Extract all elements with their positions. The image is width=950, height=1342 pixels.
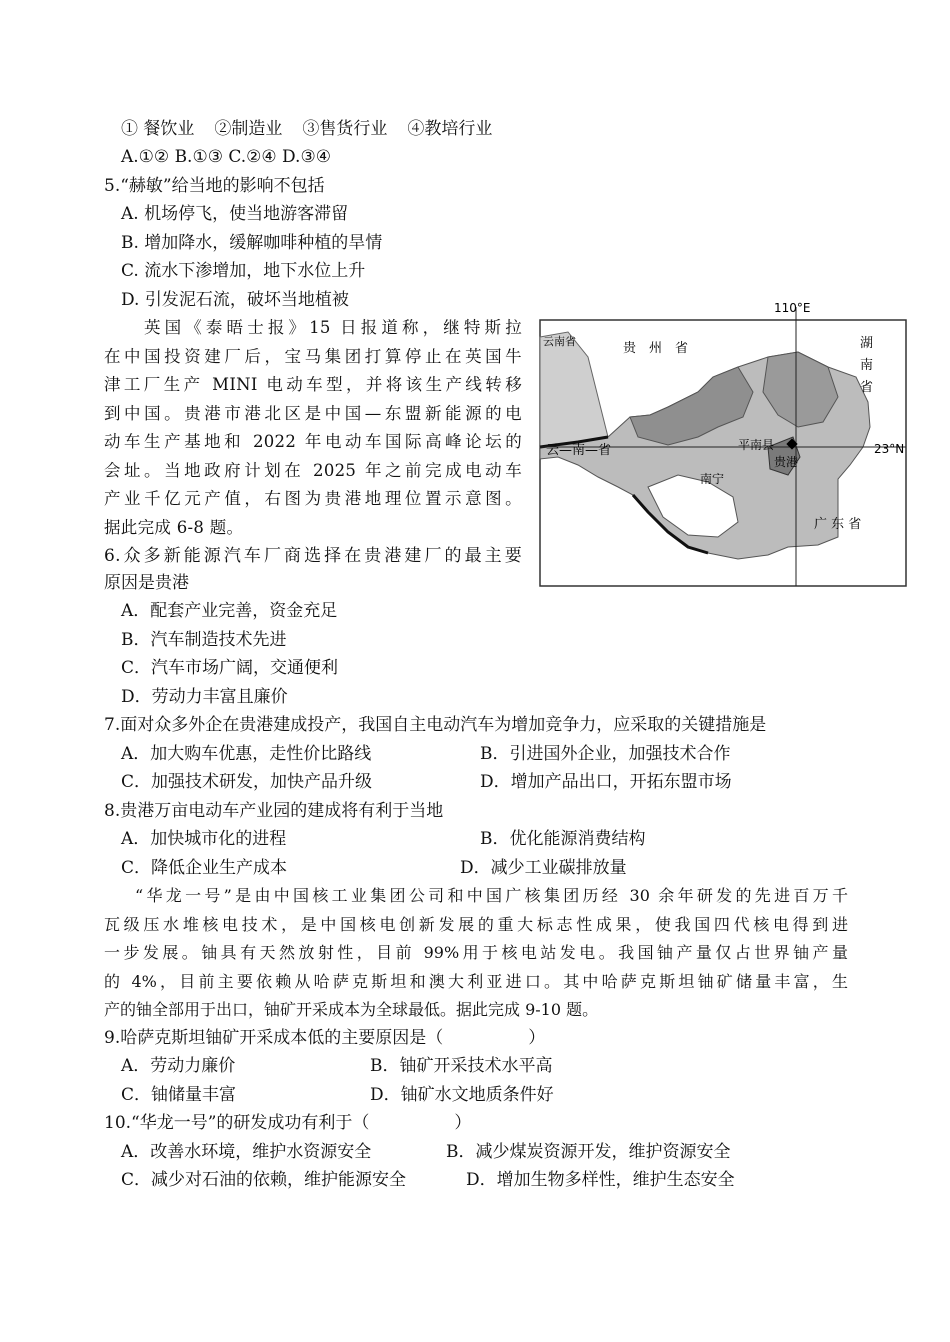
q4-item: ① 餐饮业 <box>121 119 195 139</box>
map-label-hunan: 湖 <box>860 336 874 351</box>
q8-option-b: B．优化能源消费结构 <box>480 829 646 849</box>
q10-option-a: A．改善水环境，维护水资源安全 <box>121 1142 372 1162</box>
passage2-line: “华龙一号”是由中国核工业集团公司和中国广核集团历经 30 余年研发的先进百万千 <box>135 886 848 905</box>
passage1-line: 英国《泰晤士报》15 日报道称，继特斯拉 <box>144 318 522 337</box>
q10-option-c: C．减少对石油的依赖，维护能源安全 <box>121 1170 407 1190</box>
q5-option-d: D. 引发泥石流，破坏当地植被 <box>121 290 349 310</box>
q6-option-a: A．配套产业完善，资金充足 <box>121 601 338 621</box>
q6-option-d: D．劳动力丰富且廉价 <box>121 687 288 707</box>
q5-option-a: A. 机场停飞，使当地游客滞留 <box>121 204 349 224</box>
q4-item: ③售货行业 <box>302 119 388 139</box>
q8-option-c: C．降低企业生产成本 <box>121 858 288 878</box>
q7-option-c: C．加强技术研发，加快产品升级 <box>121 772 373 792</box>
passage2-line: 瓦级压水堆核电技术，是中国核电创新发展的重大标志性成果，使我国四代核电得到进 <box>104 915 848 934</box>
q7-stem: 7.面对众多外企在贵港建成投产，我国自主电动汽车为增加竞争力，应采取的关键措施是 <box>104 715 767 735</box>
q9-option-b: B．铀矿开采技术水平高 <box>370 1056 553 1076</box>
passage2-line: 一步发展。铀具有天然放射性，目前 99%用于核电站发电。我国铀产量仅占世界铀产量 <box>104 943 848 962</box>
q5-stem: 5.“赫敏”给当地的影响不包括 <box>104 176 325 196</box>
passage1-line: 津工厂生产 MINI 电动车型，并将该生产线转移 <box>104 375 522 394</box>
passage1-line: 产业千亿元产值，右图为贵港地理位置示意图。 <box>104 489 522 508</box>
q5-option-c: C. 流水下渗增加，地下水位上升 <box>121 261 366 281</box>
map-label-guigang: 贵港 <box>774 455 799 469</box>
map-label-guangdong: 广 东 省 <box>814 517 862 532</box>
guigang-location-map <box>538 297 908 589</box>
q10-option-b: B．减少煤炭资源开发，维护资源安全 <box>446 1142 731 1162</box>
q6-option-b: B．汽车制造技术先进 <box>121 630 287 650</box>
q9-option-c: C．铀储量丰富 <box>121 1085 237 1105</box>
q7-option-b: B．引进国外企业，加强技术合作 <box>480 744 731 764</box>
q4-items <box>121 117 492 141</box>
passage1-line: 动车生产基地和 2022 年电动车国际高峰论坛的 <box>104 432 522 451</box>
q4-item: ④教培行业 <box>407 119 493 139</box>
q9-stem: 9.哈萨克斯坦铀矿开采成本低的主要原因是（ ） <box>104 1028 546 1048</box>
q4-options: A.①② B.①③ C.②④ D.③④ <box>121 147 331 167</box>
passage1-line: 到中国。贵港市港北区是中国—东盟新能源的电 <box>104 404 522 423</box>
q9-option-d: D．铀矿水文地质条件好 <box>370 1085 554 1105</box>
map-label-yunnan: 云—南—省 <box>546 443 612 458</box>
q10-option-d: D．增加生物多样性，维护生态安全 <box>466 1170 735 1190</box>
map-label-guizhou: 贵 州 省 <box>623 341 689 356</box>
map-label-hunan: 南 <box>860 358 874 373</box>
q6-option-c: C．汽车市场广阔，交通便利 <box>121 658 339 678</box>
map-label-nanning: 南宁 <box>700 472 725 486</box>
q6-stem: 6.众多新能源汽车厂商选择在贵港建厂的最主要 <box>104 546 522 566</box>
map-label-yunnan-small: 云南省 <box>543 335 576 348</box>
passage1-line: 会址。当地政府计划在 2025 年之前完成电动车 <box>104 461 522 480</box>
q10-stem: 10.“华龙一号”的研发成功有利于（ ） <box>104 1113 472 1133</box>
q6-stem-cont: 原因是贵港 <box>104 573 189 593</box>
q5-option-b: B. 增加降水，缓解咖啡种植的旱情 <box>121 233 383 253</box>
q4-item: ②制造业 <box>214 119 283 139</box>
q9-option-a: A．劳动力廉价 <box>121 1056 236 1076</box>
q7-option-d: D．增加产品出口，开拓东盟市场 <box>480 772 732 792</box>
map-lat-label: 23°N <box>874 442 905 456</box>
map-lon-label: 110°E <box>774 301 811 315</box>
q7-option-a: A．加大购车优惠，走性价比路线 <box>121 744 372 764</box>
q8-option-a: A．加快城市化的进程 <box>121 829 287 849</box>
passage2-line: 的 4%，目前主要依赖从哈萨克斯坦和澳大利亚进口。其中哈萨克斯坦铀矿储量丰富，生 <box>104 972 848 991</box>
q8-stem: 8.贵港万亩电动车产业园的建成将有利于当地 <box>104 801 444 821</box>
map-label-hunan: 省 <box>860 380 874 395</box>
q8-option-d: D．减少工业碳排放量 <box>460 858 627 878</box>
map-label-pingnan: 平南县 <box>738 438 775 452</box>
passage1-line: 在中国投资建厂后，宝马集团打算停止在英国牛 <box>104 347 522 366</box>
passage1-line: 据此完成 6-8 题。 <box>104 518 244 537</box>
passage2-line: 产的铀全部用于出口，铀矿开采成本为全球最低。据此完成 9-10 题。 <box>104 1000 599 1019</box>
